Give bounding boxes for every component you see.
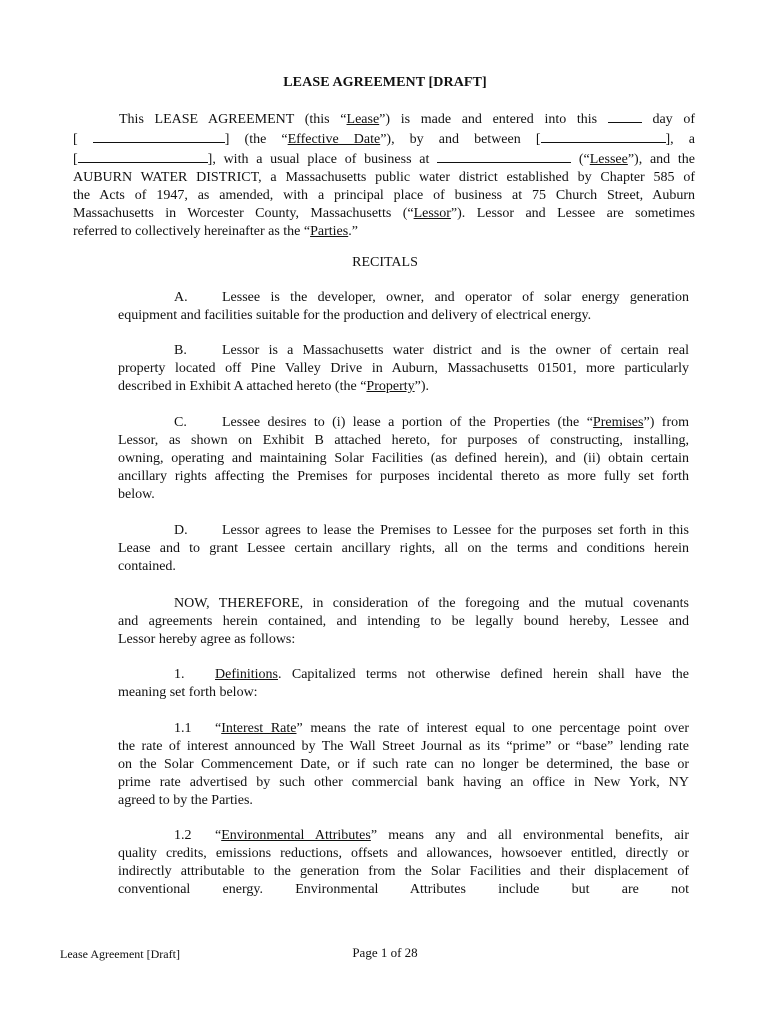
section-1-label: 1.: [174, 667, 185, 682]
defined-term-lease: Lease: [346, 112, 380, 127]
recital-b: B. Lessor is a Massachusetts water district and is the owner of certain real property located off Pine Valley Drive in Auburn, Massachusetts 01501, more particularly described in Exhibit A attached hereto (the “Property”).: [118, 343, 689, 394]
section-1-2-label: 1.2: [174, 828, 192, 843]
defined-term-interest-rate: Interest Rate: [221, 721, 297, 736]
section-1-2-environmental-attributes: 1.2 “Environmental Attributes” means any and all environmental benefits, air quality credits, emissions reductions, offsets and allowances, howsoever entitled, directly or indirectly attributable to the generation from the Solar Facilities and their displacement of conventional energy. Environmental Attributes include but are not: [118, 828, 689, 897]
section-1-1-interest-rate: 1.1 “Interest Rate” means the rate of interest equal to one percentage point over the rate of interest announced by The Wall Street Journal as its “prime” or “base” lending rate on the Solar Commencement Date, or if such rate can no longer be determined, the base or prime rate advertised by such other commercial bank having an office in New York, NY agreed to by the Parties.: [118, 721, 689, 808]
section-1-definitions: 1. Definitions. Capitalized terms not otherwise defined herein shall have the meaning set forth below:: [118, 667, 689, 700]
recital-c-label: C.: [174, 415, 187, 430]
footer-document-name: Lease Agreement [Draft]: [60, 947, 180, 961]
document-title: LEASE AGREEMENT [DRAFT]: [283, 75, 487, 90]
section-1-heading: Definitions: [215, 667, 278, 682]
defined-term-lessee: Lessee: [589, 152, 628, 167]
defined-term-effective-date: Effective Date: [287, 132, 381, 147]
recital-d-label: D.: [174, 523, 188, 538]
blank-lessee-entity: [78, 149, 208, 163]
section-1-1-label: 1.1: [174, 721, 192, 736]
defined-term-premises: Premises: [592, 415, 644, 430]
defined-term-lessor: Lessor: [413, 206, 451, 221]
footer-page-number: Page 1 of 28: [352, 945, 418, 960]
recital-d: D. Lessor agrees to lease the Premises to Lessee for the purposes set forth in this Lease and to grant Lessee certain ancillary rights, all on the terms and conditions herein contained.: [118, 523, 689, 574]
defined-term-environmental-attributes: Environmental Attributes: [221, 828, 371, 843]
recital-b-label: B.: [174, 343, 187, 358]
blank-business-address: [437, 149, 571, 163]
now-therefore-paragraph: NOW, THEREFORE, in consideration of the foregoing and the mutual covenants and agreements herein contained, and intending to be legally bound hereby, Lessee and Lessor hereby agree as follows:: [118, 596, 689, 647]
recital-a-label: A.: [174, 290, 188, 305]
recital-c: C. Lessee desires to (i) lease a portion of the Properties (the “Premises”) from Lessor, as shown on Exhibit B attached hereto, for purposes of constructing, installing, owning, operating and maintaining Solar Facilities (as defined herein), and (ii) obtain certain ancillary rights affecting the Premises for purposes incidental thereto as more fully set forth below.: [118, 415, 690, 502]
blank-lessee-name: [541, 129, 666, 143]
recital-a: A. Lessee is the developer, owner, and operator of solar energy generation equipment and facilities suitable for the production and delivery of electrical energy.: [118, 290, 689, 323]
defined-term-property: Property: [366, 379, 415, 394]
blank-day: [608, 109, 642, 123]
blank-effective-date: [93, 129, 225, 143]
intro-paragraph: This LEASE AGREEMENT (this “Lease”) is made and entered into this day of [ ] (the “Effective Date”), by and between [ ], a [ ], with a usual place of business at (“Lessee”), and the AUBURN WATER DISTRICT, a Massachusetts public water district established by Chapter 585 of the Acts of 1947, as amended, with a principal place of business at 75 Church Street, Auburn Massachusetts in Worcester County, Massachusetts (“Lessor”). Lessor and Lessee are sometimes referred to collectively hereinafter as the “Parties.”: [73, 109, 695, 241]
recitals-heading: RECITALS: [352, 255, 418, 270]
defined-term-parties: Parties: [310, 224, 349, 239]
